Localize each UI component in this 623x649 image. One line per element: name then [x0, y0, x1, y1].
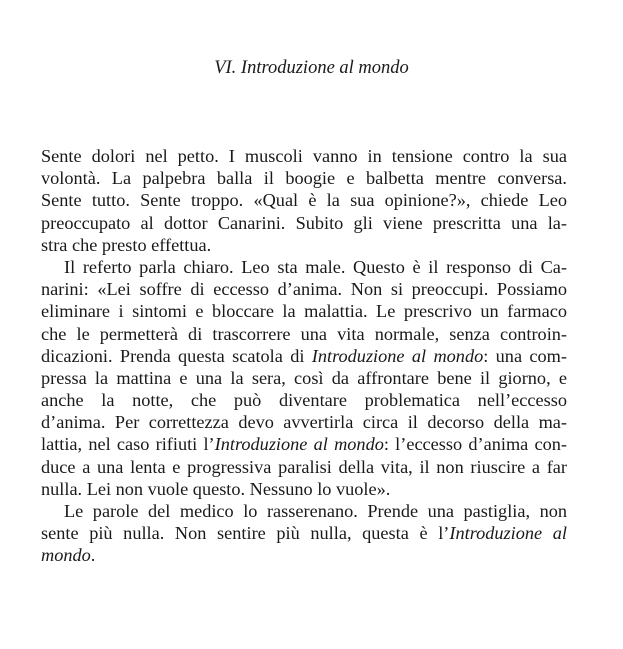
text-segment: narini: «Lei soffre di eccesso d’anima. Non si preoccupi. Possiamo: [41, 279, 567, 300]
text-line: [41, 212, 567, 234]
text-line: [41, 167, 567, 189]
italic-title-reference: Introduzione al mondo: [311, 345, 484, 366]
text-segment: .: [90, 545, 96, 566]
text-segment: pressa la mattina e una la sera, così da affrontare bene il giorno, e: [41, 367, 567, 388]
text-line: [41, 500, 567, 522]
text-segment: Le parole del medico lo rasserenano. Prende una pastiglia, non: [64, 501, 567, 521]
text-line: [41, 256, 567, 278]
text-segment: che le permetterà di trascorrere una vita normale, senza controin-: [41, 323, 567, 344]
chapter-title: VI. Introduzione al mondo: [214, 58, 409, 78]
text-segment: preoccupato al dottor Canarini. Subito gli viene prescritta una la-: [41, 212, 567, 233]
text-segment: duce a una lenta e progressiva paralisi della vita, il non riuscire a far: [41, 456, 567, 477]
body-text: [41, 145, 567, 567]
paragraph: [41, 256, 567, 500]
text-segment: lattia, nel caso rifiuti l’: [41, 434, 215, 455]
text-segment: Sente dolori nel petto. I muscoli vanno in tensione contro la sua: [41, 146, 567, 166]
text-segment: d’anima. Per correttezza devo avvertirla circa il decorso della ma-: [41, 412, 567, 433]
text-line: [41, 145, 567, 167]
text-line: [41, 522, 567, 544]
text-line: [41, 456, 567, 478]
text-segment: sente più nulla. Non sentire più nulla, questa è l’: [41, 523, 450, 544]
text-line: [41, 367, 567, 389]
paragraph: [41, 500, 567, 567]
text-segment: Sente tutto. Sente troppo. «Qual è la sua opinione?», chiede Leo: [41, 190, 567, 211]
text-segment: anche la notte, che può diventare problematica nell’eccesso: [41, 390, 567, 411]
paragraph: [41, 145, 567, 256]
text-segment: : l’eccesso d’anima con-: [383, 434, 567, 455]
text-line: [41, 389, 567, 411]
text-line: [41, 345, 567, 367]
italic-title-reference: mondo: [41, 545, 91, 566]
text-line: [41, 278, 567, 300]
text-line: [41, 189, 567, 211]
text-line: [41, 323, 567, 345]
italic-title-reference: Introduzione al mondo: [214, 434, 384, 455]
text-segment: : una com-: [483, 345, 567, 366]
text-segment: Il referto parla chiaro. Leo sta male. Questo è il responso di Ca-: [64, 256, 567, 277]
text-line: [41, 544, 567, 566]
text-segment: eliminare i sintomi e bloccare la malattia. Le prescrivo un farmaco: [41, 301, 567, 322]
italic-title-reference: Introduzione al: [449, 523, 567, 544]
text-line: [41, 478, 567, 500]
text-line: [41, 300, 567, 322]
text-segment: dicazioni. Prenda questa scatola di: [41, 345, 312, 366]
text-segment: nulla. Lei non vuole questo. Nessuno lo vuole».: [41, 478, 391, 499]
text-segment: volontà. La palpebra balla il boogie e balbetta mentre conversa.: [41, 168, 567, 189]
text-line: [41, 234, 567, 256]
text-segment: stra che presto effettua.: [41, 234, 212, 255]
text-line: [41, 411, 567, 433]
text-line: [41, 433, 567, 455]
